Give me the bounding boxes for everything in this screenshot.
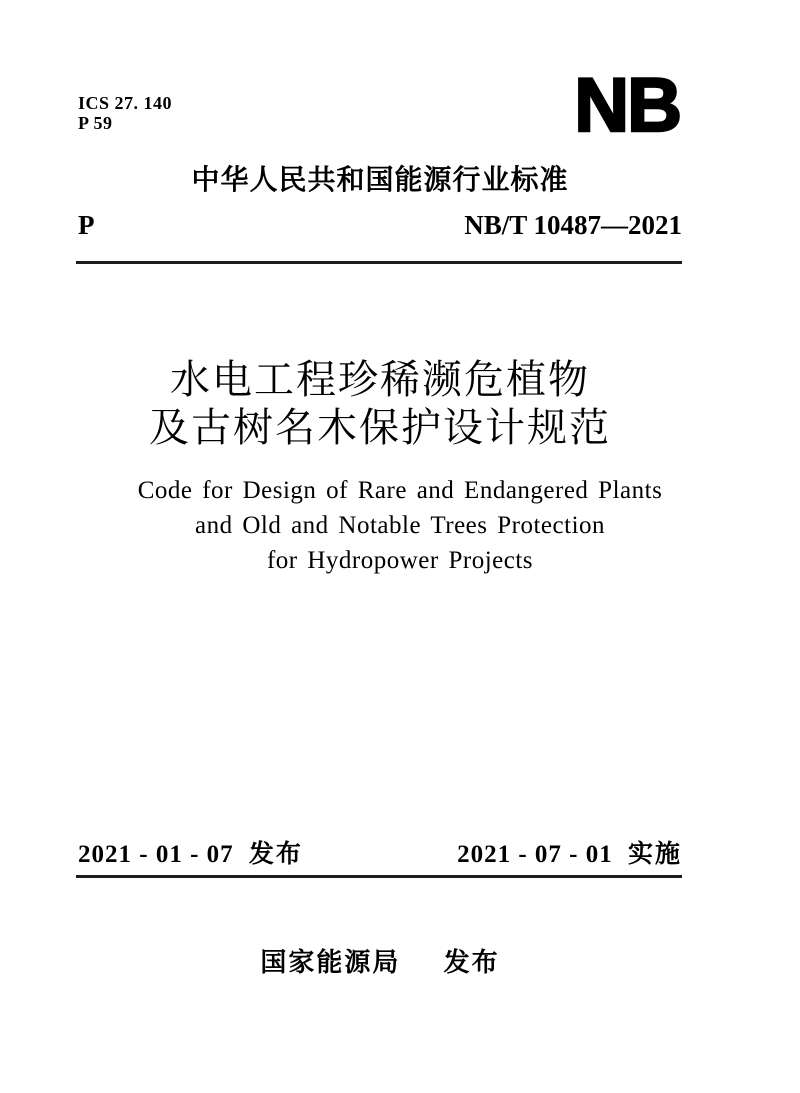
title-english-line1: Code for Design of Rare and Endangered Plants	[137, 477, 663, 504]
implementation-date-label: 实施	[627, 840, 682, 868]
filing-letter: P	[78, 210, 95, 240]
title-chinese	[78, 356, 682, 452]
title-english-line3: for Hydropower Projects	[266, 547, 534, 574]
standard-category-heading: 中华人民共和国能源行业标准	[191, 164, 569, 195]
issue-date-item	[78, 840, 303, 869]
dates-row	[78, 840, 682, 869]
classification-code: P 59	[78, 113, 113, 133]
title-chinese-line1: 水电工程珍稀濒危植物	[170, 357, 590, 402]
title-english	[38, 473, 762, 578]
nb-logo: NB	[574, 63, 680, 148]
title-chinese-line2: 及古树名木保护设计规范	[149, 405, 611, 450]
footer-rule	[76, 875, 682, 878]
ics-block	[78, 93, 172, 133]
issue-date: 2021 - 01 - 07	[78, 841, 234, 868]
publisher-name: 国家能源局	[260, 947, 401, 977]
ics-code: ICS 27. 140	[78, 93, 173, 113]
title-english-line2: and Old and Notable Trees Protection	[194, 512, 606, 539]
publisher-row	[78, 947, 682, 977]
implementation-date-item	[457, 840, 682, 869]
standard-number-row	[78, 210, 682, 240]
implementation-date: 2021 - 07 - 01	[457, 841, 613, 868]
header-rule	[76, 261, 682, 264]
standard-number: NB/T 10487—2021	[464, 210, 682, 240]
issue-date-label: 发布	[248, 840, 303, 868]
publisher-action-label: 发布	[443, 947, 500, 977]
